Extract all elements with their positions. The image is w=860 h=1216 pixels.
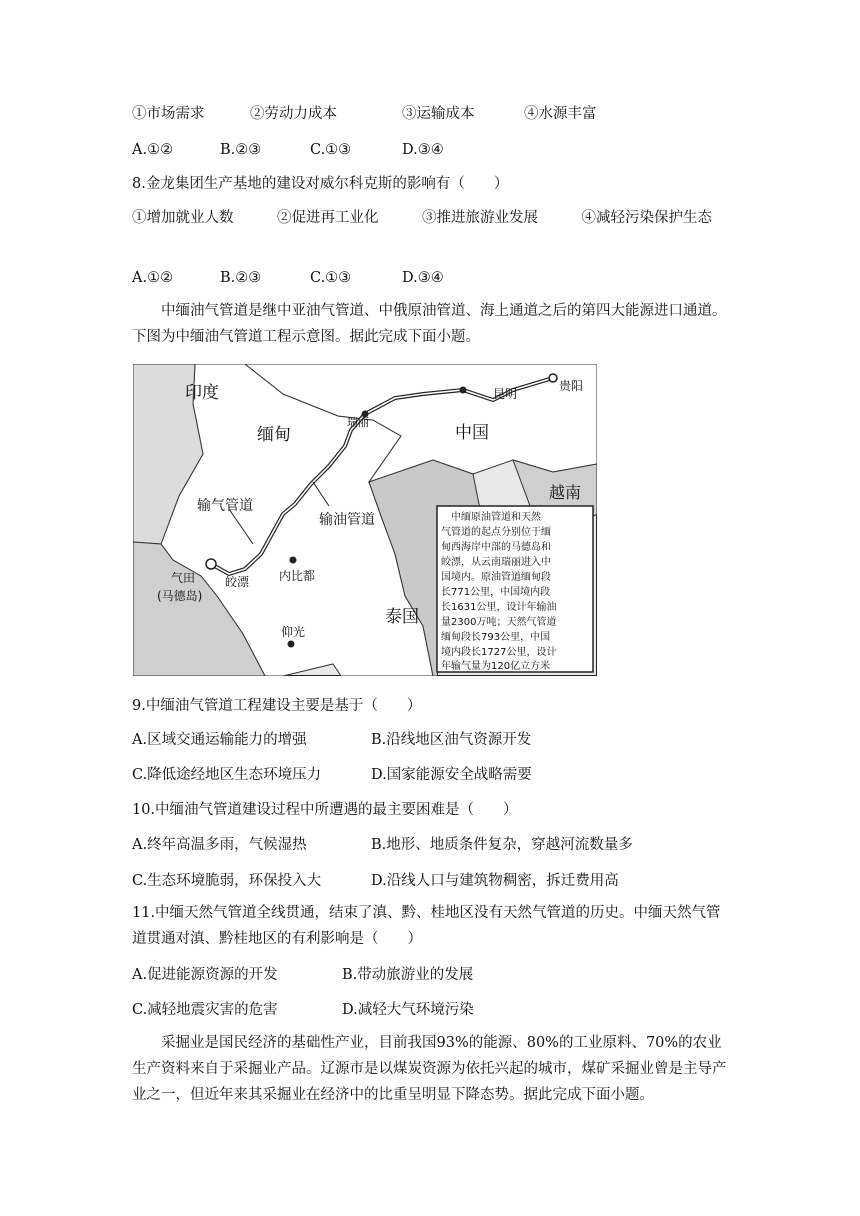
label-gas-pipeline: 输气管道: [197, 498, 253, 514]
map-note-line: 皎漂，从云南瑞丽进入中: [441, 557, 551, 568]
map-note-line: 甸西海岸中部的马德岛和: [441, 542, 551, 553]
q7-choice-d: D.③④: [402, 142, 444, 158]
q11-stem: 11.中缅天然气管道全线贯通，结束了滇、黔、桂地区没有天然气管道的历史。中缅天然气管道贯通对滇、黔桂地区的有利影响是（ ）: [132, 905, 721, 947]
label-vietnam: 越南: [549, 483, 582, 502]
intro-paragraph-mining: 采掘业是国民经济的基础性产业，目前我国93%的能源、80%的工业原料、70%的农业生产资料来自于采掘业产品。辽源市是以煤炭资源为依托兴起的城市，煤矿采掘业曾是主导产业之一，但近年来其采掘业在经济中的比重呈明显下降态势。据此完成下面小题。: [132, 1035, 727, 1103]
map-note-line: 缅甸段长793公里，中国: [441, 632, 551, 643]
map-note-line: 年输气量为120亿立方米: [441, 661, 551, 672]
label-myanmar: 缅甸: [257, 425, 291, 445]
label-jiaopiao: 皎漂: [225, 575, 250, 589]
q7-option-3: ③运输成本: [402, 106, 475, 122]
map-note-box: [441, 510, 556, 672]
map-note-line: 中缅原油管道和天然: [451, 512, 541, 523]
q8-choice-c: C.①③: [310, 270, 352, 286]
q9-choice-d: D.国家能源安全战略需要: [371, 767, 532, 783]
q7-choice-c: C.①③: [310, 142, 352, 158]
q11-choice-a: A.促进能源资源的开发: [132, 967, 278, 983]
pipeline-map: [133, 364, 597, 676]
label-india: 印度: [185, 383, 219, 403]
q8-stem: 8.金龙集团生产基地的建设对威尔科克斯的影响有（ ）: [132, 176, 509, 192]
q7-option-1: ①市场需求: [132, 106, 205, 122]
map-note-line: 气管道的起点分别位于缅: [441, 527, 551, 538]
intro-paragraph-pipeline: 中缅油气管道是继中亚油气管道、中俄原油管道、海上通道之后的第四大能源进口通道。下图为中缅油气管道工程示意图。据此完成下面小题。: [132, 303, 727, 345]
label-yangon: 仰光: [281, 625, 306, 639]
map-note-line: 长771公里，中国境内段: [441, 587, 551, 598]
q8-choice-a: A.①②: [132, 270, 174, 286]
map-note-line: 境内段长1727公里，设计: [441, 647, 557, 658]
q9-choice-a: A.区域交通运输能力的增强: [132, 732, 307, 748]
q11-choice-d: D.减轻大气环境污染: [342, 1002, 474, 1018]
q9-stem: 9.中缅油气管道工程建设主要是基于（ ）: [132, 698, 422, 714]
q8-choice-d: D.③④: [402, 270, 444, 286]
label-ruili: 瑞丽: [347, 416, 369, 429]
q10-choice-b: B.地形、地质条件复杂，穿越河流数量多: [371, 837, 633, 853]
label-china: 中国: [455, 423, 489, 443]
q7-option-4: ④水源丰富: [524, 106, 597, 122]
q8-options: ①增加就业人数 ②促进再工业化 ③推进旅游业发展 ④减轻污染保护生态: [132, 210, 712, 226]
q8-choice-b: B.②③: [220, 270, 262, 286]
map-note-line: 国境内。原油管道缅甸段: [441, 572, 551, 583]
q9-choice-b: B.沿线地区油气资源开发: [371, 732, 532, 748]
label-kunming: 昆明: [493, 387, 518, 401]
q10-stem: 10.中缅油气管道建设过程中所遭遇的最主要困难是（ ）: [132, 802, 518, 818]
q11-choice-b: B.带动旅游业的发展: [342, 967, 474, 983]
q11-choice-c: C.减轻地震灾害的危害: [132, 1002, 278, 1018]
q7-option-2: ②劳动力成本: [250, 106, 337, 122]
q9-choice-c: C.降低途经地区生态环境压力: [132, 767, 322, 783]
label-guiyang: 贵阳: [559, 379, 584, 393]
q7-choice-b: B.②③: [220, 142, 262, 158]
q10-choice-d: D.沿线人口与建筑物稠密，拆迁费用高: [371, 873, 619, 889]
label-naypyidaw: 内比都: [279, 569, 316, 583]
q7-choice-a: A.①②: [132, 142, 174, 158]
label-madao: (马德岛): [157, 589, 203, 603]
label-gas-field: 气田: [171, 571, 196, 585]
q10-choice-c: C.生态环境脆弱，环保投入大: [132, 873, 322, 889]
q10-choice-a: A.终年高温多雨，气候湿热: [132, 837, 307, 853]
label-oil-pipeline: 输油管道: [319, 512, 375, 528]
map-note-line: 量2300万吨；天然气管道: [441, 617, 557, 628]
map-note-line: 长1631公里，设计年输油: [441, 602, 557, 613]
label-thailand: 泰国: [385, 607, 419, 627]
